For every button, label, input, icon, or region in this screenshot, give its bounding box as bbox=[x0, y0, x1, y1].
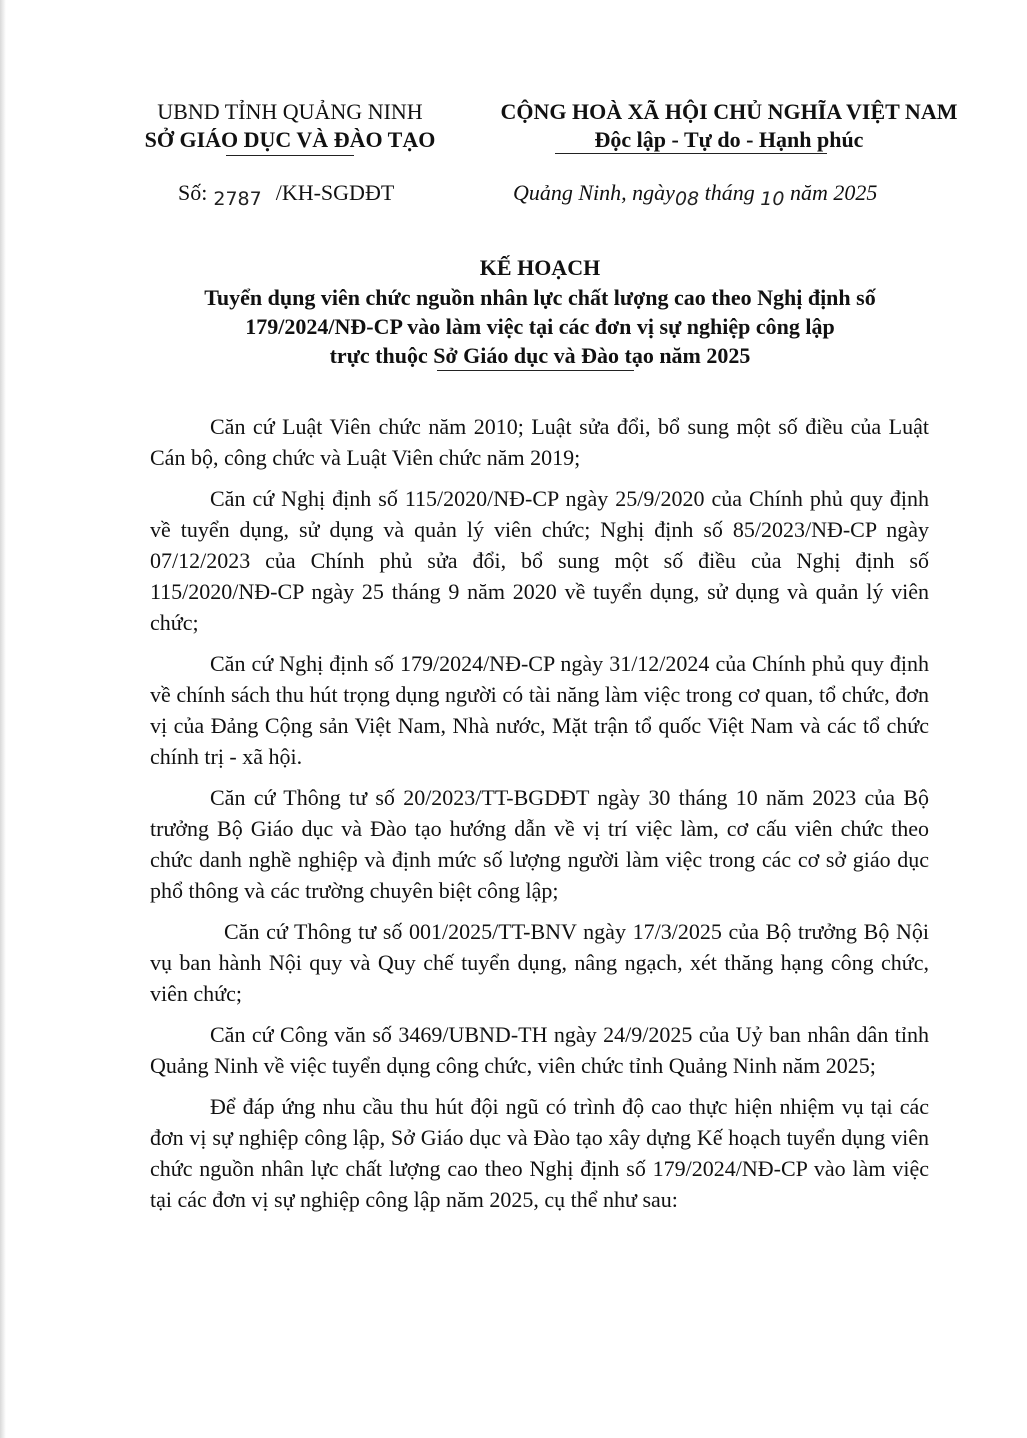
document-body bbox=[150, 411, 929, 1225]
country-name: CỘNG HOÀ XÃ HỘI CHỦ NGHĨA VIỆT NAM bbox=[500, 99, 958, 124]
doc-number-prefix: Số: bbox=[178, 180, 208, 205]
motto-underline bbox=[555, 153, 827, 154]
document-number bbox=[178, 180, 395, 210]
date-month-label: tháng bbox=[704, 180, 755, 205]
subtitle-line: 179/2024/NĐ-CP vào làm việc tại các đơn vị sự nghiệp công lập bbox=[245, 314, 835, 339]
subtitle-underline bbox=[437, 370, 634, 371]
subtitle-line: trực thuộc Sở Giáo dục và Đào tạo năm 2025 bbox=[329, 343, 751, 368]
document-subtitle bbox=[100, 283, 980, 370]
page-edge-shadow bbox=[0, 0, 6, 1438]
national-motto: Độc lập - Tự do - Hạnh phúc bbox=[594, 127, 864, 152]
doc-number-value: 2787 bbox=[213, 188, 262, 210]
subtitle-line: Tuyển dụng viên chức nguồn nhân lực chất lượng cao theo Nghị định số bbox=[204, 285, 876, 310]
issue-date bbox=[513, 180, 878, 210]
body-paragraph: Căn cứ Thông tư số 001/2025/TT-BNV ngày 17/3/2025 của Bộ trưởng Bộ Nội vụ ban hành Nội quy và Quy chế tuyển dụng, nâng ngạch, xét thăng hạng công chức, viên chức; bbox=[150, 919, 929, 1006]
date-place-day-label: Quảng Ninh, ngày bbox=[513, 180, 675, 205]
doc-number-suffix: /KH-SGDĐT bbox=[275, 180, 395, 205]
date-year: năm 2025 bbox=[789, 180, 878, 205]
body-paragraph: Căn cứ Công văn số 3469/UBND-TH ngày 24/9/2025 của Uỷ ban nhân dân tỉnh Quảng Ninh về việc tuyển dụng công chức, viên chức tỉnh Quảng Ninh năm 2025; bbox=[150, 1022, 929, 1078]
document-title: KẾ HOẠCH bbox=[479, 255, 601, 280]
body-paragraph: Căn cứ Luật Viên chức năm 2010; Luật sửa đổi, bổ sung một số điều của Luật Cán bộ, công chức và Luật Viên chức năm 2019; bbox=[150, 414, 929, 470]
national-header bbox=[455, 98, 1003, 154]
issuer-underline bbox=[226, 155, 354, 156]
date-month: 10 bbox=[760, 188, 785, 210]
body-paragraph: Để đáp ứng nhu cầu thu hút đội ngũ có trình độ cao thực hiện nhiệm vụ tại các đơn vị sự nghiệp công lập, Sở Giáo dục và Đào tạo xây dựng Kế hoạch tuyển dụng viên chức nguồn nhân lực chất lượng cao theo Nghị định số 179/2024/NĐ-CP vào làm việc tại các đơn vị sự nghiệp công lập năm 2025, cụ thể như sau: bbox=[150, 1094, 929, 1212]
issuer-block bbox=[120, 98, 460, 154]
body-paragraph: Căn cứ Thông tư số 20/2023/TT-BGDĐT ngày 30 tháng 10 năm 2023 của Bộ trưởng Bộ Giáo dục và Đào tạo hướng dẫn về vị trí việc làm, cơ cấu viên chức theo chức danh nghề nghiệp và định mức số lượng người làm việc trong các cơ sở giáo dục phổ thông và các trường chuyên biệt công lập; bbox=[150, 785, 929, 903]
issuer-province: UBND TỈNH QUẢNG NINH bbox=[157, 99, 423, 124]
date-day: 08 bbox=[674, 188, 700, 210]
body-paragraph: Căn cứ Nghị định số 179/2024/NĐ-CP ngày 31/12/2024 của Chính phủ quy định về chính sách thu hút trọng dụng người có tài năng làm việc trong cơ quan, tổ chức, đơn vị của Đảng Cộng sản Việt Nam, Nhà nước, Mặt trận tổ quốc Việt Nam và các tổ chức chính trị - xã hội. bbox=[150, 651, 929, 769]
issuer-department: SỞ GIÁO DỤC VÀ ĐÀO TẠO bbox=[144, 127, 436, 152]
body-paragraph: Căn cứ Nghị định số 115/2020/NĐ-CP ngày 25/9/2020 của Chính phủ quy định về tuyển dụng, sử dụng và quản lý viên chức; Nghị định số 85/2023/NĐ-CP ngày 07/12/2023 của Chính phủ sửa đổi, bổ sung một số điều của Nghị định số 115/2020/NĐ-CP ngày 25 tháng 9 năm 2020 về tuyển dụng, sử dụng và quản lý viên chức; bbox=[150, 486, 929, 635]
